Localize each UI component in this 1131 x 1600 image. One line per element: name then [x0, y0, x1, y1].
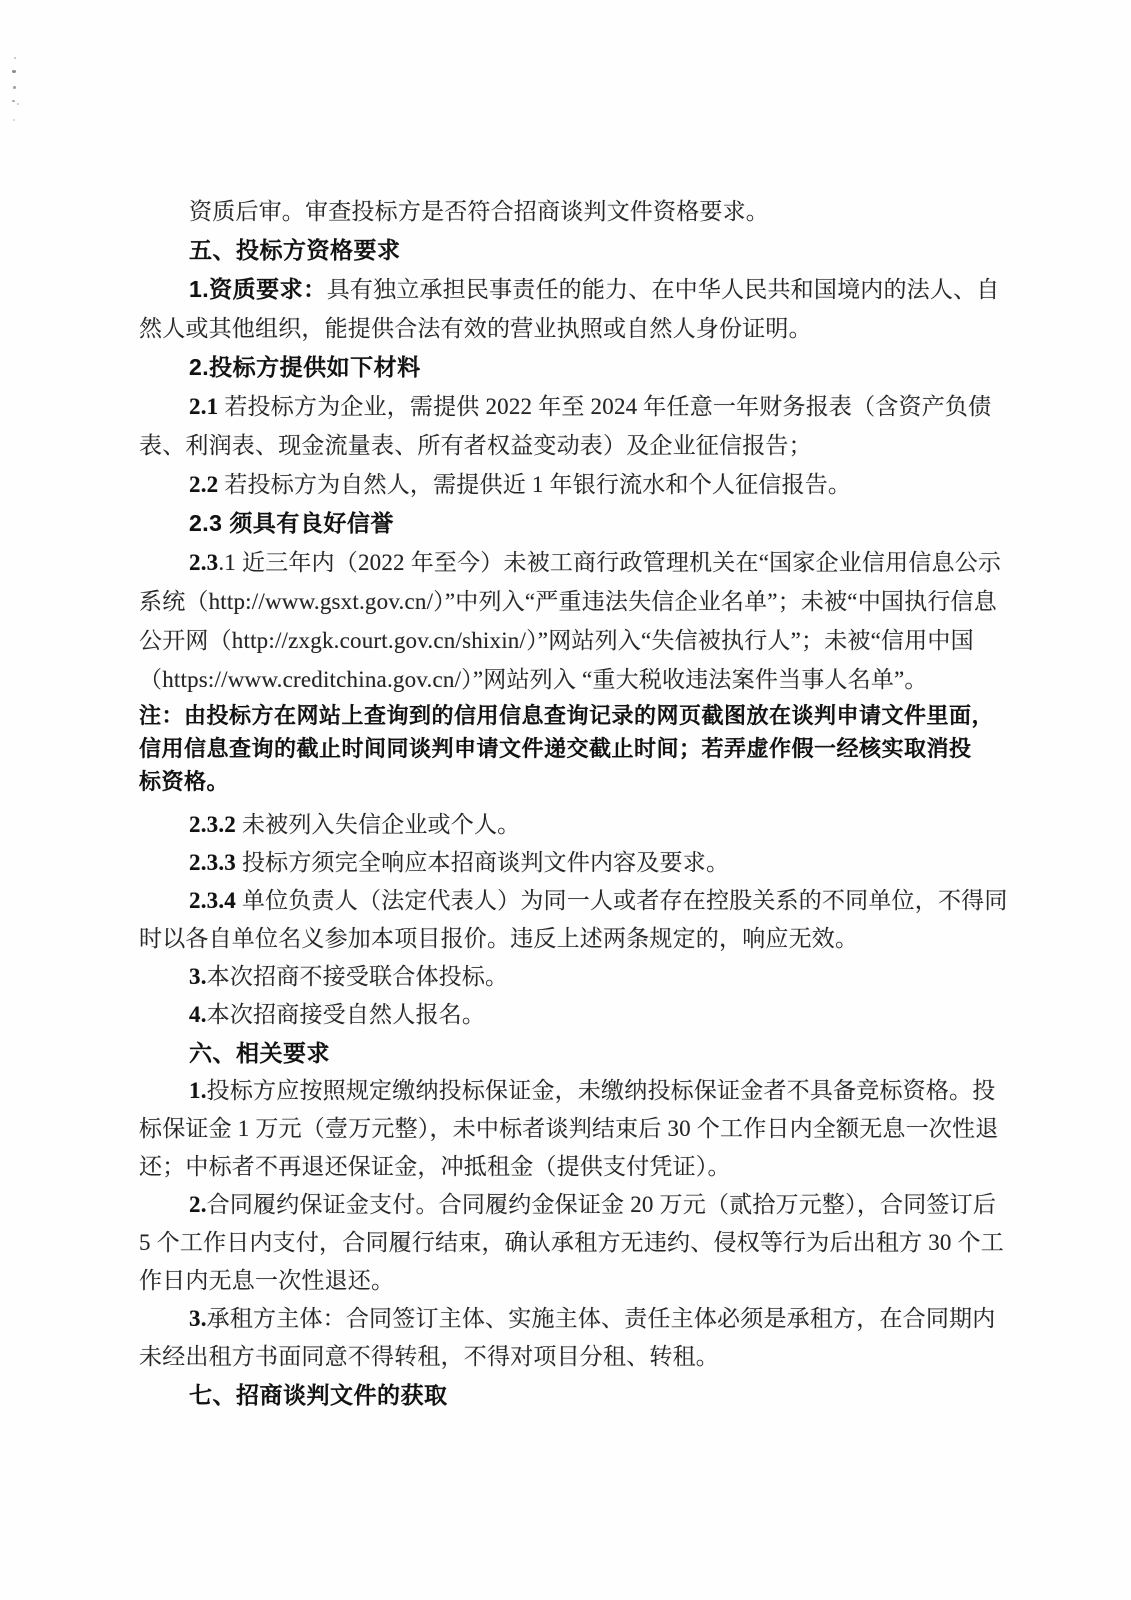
text-run: .1 近三年内（2022 年至今）未被工商行政管理机关在“国家企业信用信息公示	[218, 550, 1002, 575]
text-run: 未经出租方书面同意不得转租，不得对项目分租、转租。	[139, 1344, 719, 1369]
text-run: 2.3	[189, 550, 219, 575]
scan-speck	[17, 103, 19, 105]
text-run: 单位负责人（法定代表人）为同一人或者存在控股关系的不同单位，不得同	[241, 888, 1008, 913]
text-run: 五、投标方资格要求	[189, 237, 401, 263]
text-run: 2.	[189, 1192, 207, 1217]
scan-speck	[13, 119, 15, 121]
text-run: 未被列入失信企业或个人。	[241, 812, 521, 837]
text-run: 本次招商接受自然人报名。	[206, 1002, 486, 1027]
note-line	[139, 699, 1011, 732]
section-heading-6	[139, 1034, 1011, 1072]
text-run: 若投标方为自然人，需提供近 1 年银行流水和个人征信报告。	[224, 472, 852, 497]
doc-line	[139, 1186, 1011, 1224]
text-run: 资质后审。审查投标方是否符合招商谈判文件资格要求。	[189, 199, 769, 224]
text-run: 然人或其他组织，能提供合法有效的营业执照或自然人身份证明。	[139, 316, 812, 341]
text-run: 六、相关要求	[189, 1040, 330, 1066]
text-run: 2.3.4	[189, 888, 242, 913]
document-body	[139, 192, 1011, 1414]
text-run: 承租方主体：合同签订主体、实施主体、责任主体必须是承租方，在合同期内	[206, 1306, 996, 1331]
doc-line	[139, 844, 1011, 882]
scan-speck	[12, 100, 15, 102]
subsection-heading-2	[139, 348, 1011, 387]
text-run: 还；中标者不再退还保证金，冲抵租金（提供支付凭证）。	[139, 1154, 731, 1179]
text-run: 2.3 须具有良好信誉	[189, 510, 394, 536]
text-run: 2.3.2	[189, 812, 242, 837]
text-run: 标保证金 1 万元（壹万元整），未中标者谈判结束后 30 个工作日内全额无息一次性退	[139, 1116, 999, 1141]
text-run: 1.资质要求：	[189, 276, 327, 302]
doc-line	[139, 270, 1011, 309]
doc-line	[139, 1338, 1011, 1376]
note-line	[139, 765, 1011, 798]
doc-line	[139, 582, 1011, 621]
text-run: 信用信息查询的截止时间同谈判申请文件递交截止时间；若弄虚作假一经核实取消投	[139, 736, 972, 761]
doc-line	[139, 920, 1011, 958]
text-run: 表、利润表、现金流量表、所有者权益变动表）及企业征信报告；	[139, 433, 812, 458]
text-run: 1.	[189, 1078, 207, 1103]
doc-line	[139, 309, 1011, 348]
doc-line	[139, 1072, 1011, 1110]
text-run: 5 个工作日内支付，合同履行结束，确认承租方无违约、侵权等行为后出租方 30 个工	[139, 1230, 1004, 1255]
text-run: 2.1	[189, 394, 225, 419]
note-line	[139, 732, 1011, 765]
text-run: 作日内无息一次性退还。	[139, 1268, 395, 1293]
section-heading-7	[139, 1376, 1011, 1414]
text-run: 具有独立承担民事责任的能力、在中华人民共和国境内的法人、自	[326, 277, 1000, 302]
doc-line	[139, 1224, 1011, 1262]
doc-line	[139, 1110, 1011, 1148]
doc-line	[139, 806, 1011, 844]
text-run: 2.2	[189, 472, 225, 497]
doc-line	[139, 660, 1011, 699]
text-run: 系统（http://www.gsxt.gov.cn/）”中列入“严重违法失信企业名单”；未被“中国执行信息	[139, 589, 997, 614]
section-heading-5	[139, 231, 1011, 270]
text-run: 3.	[189, 1306, 207, 1331]
text-run: 2.投标方提供如下材料	[189, 354, 421, 380]
doc-line	[139, 996, 1011, 1034]
scan-speck	[14, 57, 16, 59]
text-run: 若投标方为企业，需提供 2022 年至 2024 年任意一年财务报表（含资产负债	[224, 394, 992, 419]
text-run: 2.3.3	[189, 850, 242, 875]
text-run: 注：由投标方在网站上查询到的信用信息查询记录的网页截图放在谈判申请文件里面，	[139, 703, 995, 728]
doc-line	[139, 958, 1011, 996]
doc-line	[139, 1148, 1011, 1186]
scan-speck	[12, 70, 16, 73]
text-run: 本次招商不接受联合体投标。	[206, 964, 509, 989]
doc-line	[139, 882, 1011, 920]
doc-line	[139, 1262, 1011, 1300]
doc-line	[139, 621, 1011, 660]
doc-line	[139, 387, 1011, 426]
scan-speck	[13, 86, 16, 89]
doc-line	[139, 426, 1011, 465]
text-run: 七、招商谈判文件的获取	[189, 1382, 448, 1408]
text-run: 标资格。	[139, 769, 230, 794]
text-run: 3.	[189, 964, 207, 989]
text-run: 4.	[189, 1002, 207, 1027]
doc-line	[139, 1300, 1011, 1338]
subsection-heading-2-3	[139, 504, 1011, 543]
doc-line	[139, 192, 1011, 231]
text-run: 时以各自单位名义参加本项目报价。违反上述两条规定的，响应无效。	[139, 926, 859, 951]
text-run: 投标方应按照规定缴纳投标保证金，未缴纳投标保证金者不具备竞标资格。投	[206, 1078, 996, 1103]
doc-line	[139, 543, 1011, 582]
text-run: 合同履约保证金支付。合同履约金保证金 20 万元（贰拾万元整），合同签订后	[206, 1192, 997, 1217]
text-run: 投标方须完全响应本招商谈判文件内容及要求。	[241, 850, 730, 875]
text-run: 公开网（http://zxgk.court.gov.cn/shixin/）”网站列入“失信被执行人”；未被“信用中国	[139, 628, 974, 653]
doc-line	[139, 465, 1011, 504]
text-run: （https://www.creditchina.gov.cn/）”网站列入 “重大税收违法案件当事人名单”。	[139, 667, 928, 692]
